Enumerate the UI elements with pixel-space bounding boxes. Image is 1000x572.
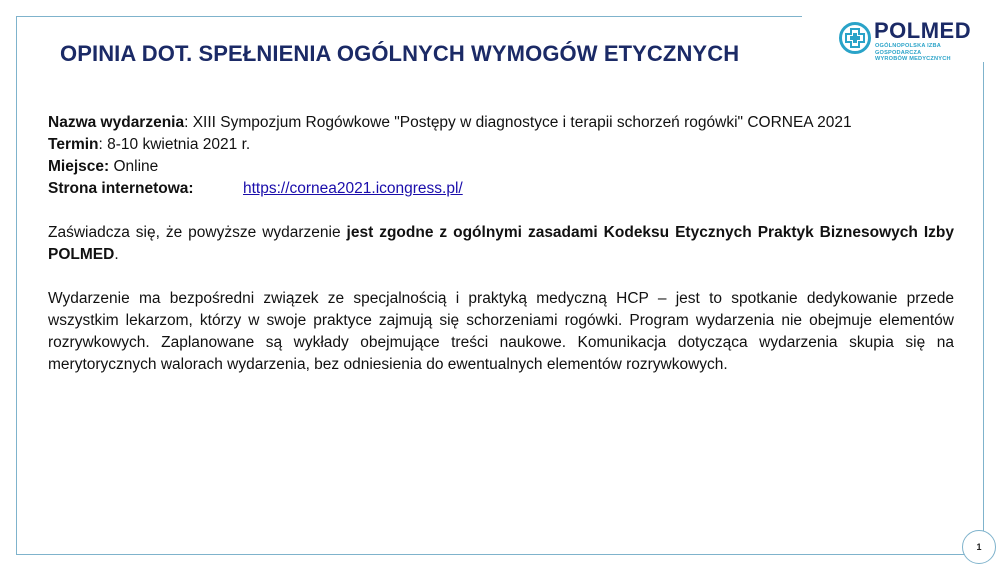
event-name-label: Nazwa wydarzenia <box>48 114 185 131</box>
event-name-value: : XIII Sympozjum Rogówkowe "Postępy w diagnostyce i terapii schorzeń rogówki" CORNEA 2021 <box>184 114 852 131</box>
event-term-row <box>48 134 954 156</box>
logo-name: POLMED <box>874 18 972 43</box>
event-place-value: Online <box>109 158 159 175</box>
event-term-label: Termin <box>48 136 99 153</box>
page-number: 1 <box>962 530 996 564</box>
event-site-link[interactable]: https://cornea2021.icongress.pl/ <box>243 180 463 197</box>
document-body <box>48 112 954 376</box>
event-place-row <box>48 156 954 178</box>
polmed-logo <box>838 18 988 62</box>
logo-subtitle-line1: OGÓLNOPOLSKA IZBA GOSPODARCZA <box>875 43 941 56</box>
frame-right-line <box>983 62 984 555</box>
description-paragraph: Wydarzenie ma bezpośredni związek ze specjalnością i praktyką medyczną HCP – jest to spotkanie dedykowanie przede wszystkim lekarzom, którzy w swoje praktyce zajmują się schorzeniami rogówki. Program wydarzenia nie obejmuje elementów rozrywkowych. Zaplanowane są wykłady obejmujące treści naukowe. Komunikacja dotycząca wydarzenia skupia się na merytorycznych walorach wydarzenia, bez odniesienia do ewentualnych elementów rozrywkowych. <box>48 290 954 373</box>
event-site-row <box>48 178 954 200</box>
statement-paragraph <box>48 222 954 266</box>
logo-subtitle-line2: WYROBÓW MEDYCZNYCH <box>875 56 951 62</box>
polmed-cross-icon <box>838 21 872 55</box>
statement-prefix: Zaświadcza się, że powyższe wydarzenie <box>48 224 347 241</box>
frame-left-line <box>16 16 17 555</box>
event-name-row <box>48 112 954 134</box>
event-term-value: : 8-10 kwietnia 2021 r. <box>98 136 251 153</box>
statement-bold: jest zgodne z ogólnymi zasadami Kodeksu Etycznych Praktyk Biznesowych Izby POLMED <box>48 224 954 263</box>
page-title: OPINIA DOT. SPEŁNIENIA OGÓLNYCH WYMOGÓW ETYCZNYCH <box>60 41 740 66</box>
statement-suffix: . <box>114 246 119 263</box>
logo-subtitle <box>875 43 988 63</box>
event-place-label: Miejsce: <box>48 158 110 175</box>
event-site-label: Strona internetowa: <box>48 180 194 197</box>
frame-bottom-line <box>16 554 984 555</box>
frame-top-line <box>16 16 802 17</box>
